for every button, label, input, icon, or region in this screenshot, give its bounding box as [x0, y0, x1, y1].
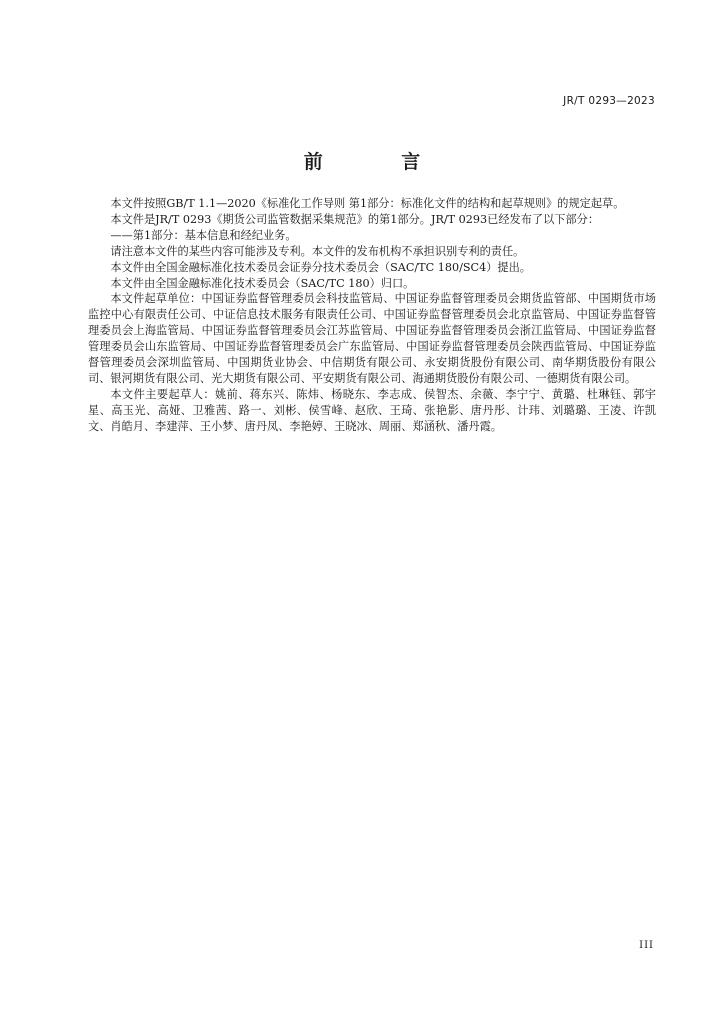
paragraph-drafting-rules: 本文件按照GB/T 1.1—2020《标准化工作导则 第1部分：标准化文件的结构和起草规则》的规定起草。 [110, 197, 625, 210]
standard-code: JR/T 0293—2023 [563, 95, 655, 107]
paragraph-drafting-organizations: 本文件起草单位：中国证券监督管理委员会科技监管局、中国证券监督管理委员会期货监管部、中国期货市场监控中心有限责任公司、中证信息技术服务有限责任公司、中国证券监督管理委员会北京监管局、中国证券监督管理委员会上海监管局、中国证券监督管理委员会江苏监管局、中国证券监督管理委员会浙江监管局、中国证券监督管理委员会山东监管局、中国证券监督管理委员会广东监管局、中国证券监督管理委员会陕西监管局、中国证券监督管理委员会深圳监管局、中国期货业协会、中信期货有限公司、永安期货股份有限公司、南华期货股份有限公司、银河期货有限公司、光大期货有限公司、平安期货有限公司、海通期货股份有限公司、一德期货有限公司。 [88, 292, 656, 385]
paragraph-centralized-by: 本文件由全国金融标准化技术委员会（SAC/TC 180）归口。 [110, 276, 415, 290]
paragraph-part-list-item: ——第1部分：基本信息和经纪业务。 [110, 228, 297, 242]
page-title: 前 言 [303, 151, 457, 173]
paragraph-document-part: 本文件是JR/T 0293《期货公司监管数据采集规范》的第1部分。JR/T 0293已经发布了以下部分： [110, 212, 600, 226]
paragraph-patent-notice: 请注意本文件的某些内容可能涉及专利。本文件的发布机构不承担识别专利的责任。 [110, 244, 525, 258]
paragraph-drafters: 本文件主要起草人：姚前、蒋东兴、陈炜、杨晓东、李志成、侯智杰、余薇、李宁宁、黄璐、杜琳钰、郭宇星、高玉光、高娅、卫雅茜、路一、刘彬、侯雪峰、赵欣、王琦、张艳影、唐丹彤、计玮、刘璐璐、王凌、许凯文、肖皓月、李建萍、王小梦、唐丹凤、李艳婷、王晓冰、周丽、郑涵秋、潘丹霞。 [88, 387, 656, 433]
paragraph-proposed-by: 本文件由全国金融标准化技术委员会证券分技术委员会（SAC/TC 180/SC4）提出。 [110, 260, 531, 274]
document-body [88, 196, 656, 435]
page-number: III [639, 940, 654, 951]
